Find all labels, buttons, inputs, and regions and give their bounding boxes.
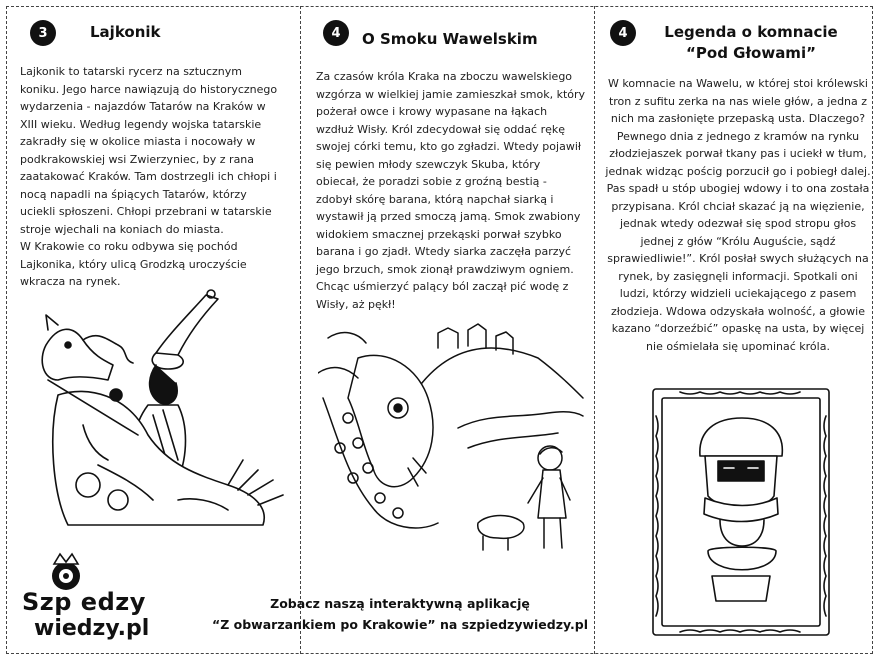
panel-title: Lajkonik — [90, 23, 161, 41]
framed-head-illustration — [650, 386, 832, 638]
lajkonik-illustration — [28, 285, 290, 545]
panel-paragraph: W komnacie na Wawelu, w której stoi królewski tron z sufitu zerka na nas wiele głów, a jedna z nich ma zasłonięte przepaską usta. Dlaczego? Pewnego dnia z jednego z kramów na rynku złodziejaszek porwał tkany pas i uciekł w tłum, jednak widząc pościg porzucił go i pobiegł dalej. Pas spadł u stóp ubogiej wdowy i to ona została przypisana. Król chciał skazać ją na więzienie, jednak wtedy odezwał się spod stropu głos jednej z głów “Królu Auguście, sądź sprawiedliwie!”. Król posłał swych służących na rynek, by zasięgnęli informacji. Spotkali oni ludzi, którzy widzieli uciekającego z pasem złodzieja. Wdowa odzyskała wolność, a głowie kazano “dorzeźbić” opaskę na usta, by więcej nie ośmielała się upominać króla. — [605, 77, 871, 353]
panel-title-line: Legenda o komnacie — [664, 23, 838, 41]
panel-paragraph: Lajkonik to tatarski rycerz na sztucznym koniku. Jego harce nawiązują do historycznego wydarzenia - najazdów Tatarów na Kraków w XIII wieku. Według legendy wojska tatarskie zakradły się w okolice miasta i nocowały w podkrakowskiej wsi Zwierzyniec, by z rana zaatakować Kraków. Tam dostrzegli ich chłopi i nocą napadli na śpiących Tatarów, którzy uciekli spłoszeni. Chłopi przebrani w tatarskie stroje wjechali na koniach do miasta. — [20, 65, 278, 236]
panel-number-badge: 3 — [30, 20, 56, 46]
cut-line-bottom — [6, 653, 873, 654]
fold-line-2 — [594, 6, 595, 654]
panel-paragraph: W Krakowie co roku odbywa się pochód Lajkonika, który ulicą Grodzką uroczyście wkracza na rynek. — [20, 240, 247, 288]
panel-title: O Smoku Wawelskim — [362, 30, 538, 48]
fold-line-1 — [300, 6, 301, 654]
logo-text-bottom: wiedzy.pl — [34, 616, 150, 641]
panel-paragraph: Za czasów króla Kraka na zboczu wawelskiego wzgórza w wielkiej jamie zamieszkał smok, który pożerał owce i krowy wypasane na łąkach wzdłuż Wisły. Król zdecydował się oddać rękę swojej córki temu, kto go zgładzi. Wtedy pojawił się pewien młody szewczyk Skuba, który obiecał, że poradzi sobie z groźną bestią - zdobył skórę barana, którą napchał siarką i wystawił ją przed smoczą jamą. Smok zwabiony widokiem smacznej przekąski porwał szybko barana i go zjadł. Wtedy siarka zaczęła parzyć jego brzuch, smok zionął prawdziwym ogniem. Chcąc uśmierzyć palący ból zaczął pić wodę z Wisły, aż pękł! — [316, 70, 586, 311]
footer-line-1: Zobacz naszą interaktywną aplikację — [270, 596, 530, 611]
footer-line-2: “Z obwarzankiem po Krakowie” na szpiedzywiedzy.pl — [212, 617, 588, 632]
cut-line-right — [872, 6, 873, 654]
panel-text — [604, 75, 872, 355]
panel-title — [636, 22, 866, 64]
dragon-illustration — [318, 318, 586, 558]
logo-text-top: Szp edzy — [22, 588, 146, 616]
panel-text — [20, 63, 282, 291]
cut-line-top — [6, 6, 873, 7]
cut-line-left — [6, 6, 7, 654]
panel-text — [316, 68, 586, 313]
panel-title-line: “Pod Głowami” — [686, 44, 816, 62]
panel-number-badge: 4 — [323, 20, 349, 46]
panel-number-badge: 4 — [610, 20, 636, 46]
